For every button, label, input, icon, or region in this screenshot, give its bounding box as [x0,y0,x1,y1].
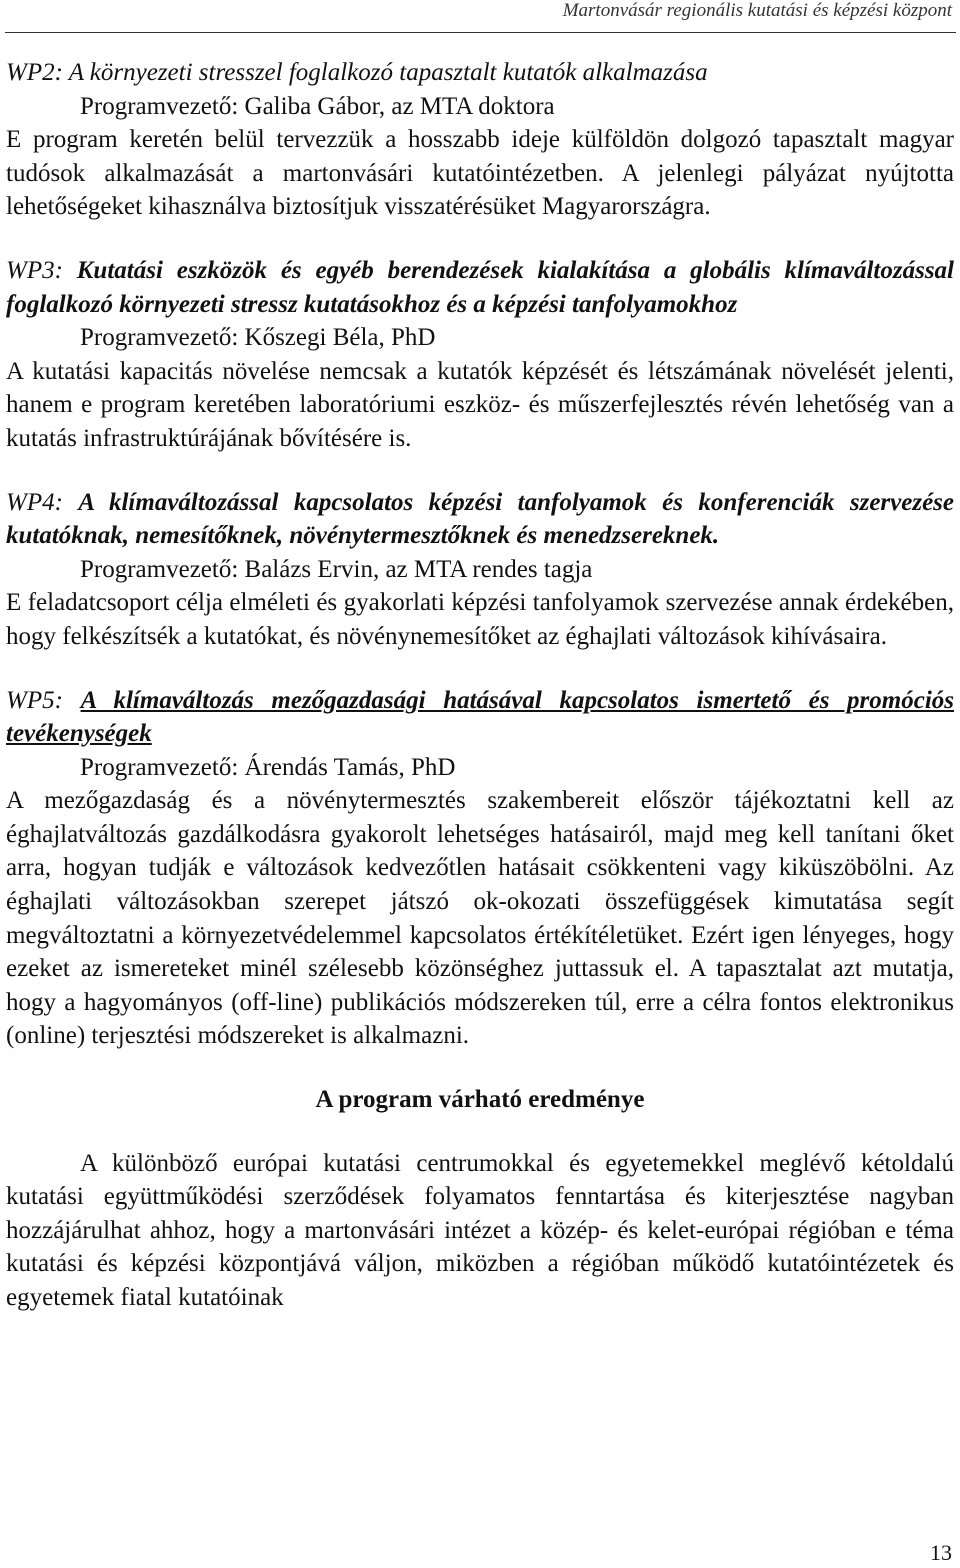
wp3-number: WP3: [6,256,63,284]
wp5-leader: Programvezető: Árendás Tamás, PhD [80,753,456,781]
section-wp3 [6,254,954,456]
wp4-title [6,486,954,553]
wp4-body: E feladatcsoport célja elméleti és gyakorlati képzési tanfolyamok szervezése annak érdekében, hogy felkészítsék a kutatókat, és növénynemesítőket az éghajlati változások kihívásaira. [6,589,954,650]
section-wp2 [6,56,954,224]
wp3-leader: Programvezető: Kőszegi Béla, PhD [80,324,436,352]
document-body [6,56,954,1315]
wp5-title-text: A klímaváltozás mezőgazdasági hatásával kapcsolatos ismertető és promóciós tevékenységek [6,686,955,748]
section-wp4 [6,486,954,654]
page-number: 13 [930,1540,952,1565]
section-wp5 [6,684,954,1054]
wp3-body: A kutatási kapacitás növelése nemcsak a kutatók képzését és létszámának növelését jelenti, hanem e program keretében laboratóriumi eszköz- és műszerfejlesztés révén lehetőség van a kutatás infrastruktúrájának bővítésére is. [6,357,954,452]
wp2-title [6,56,954,90]
running-header: Martonvásár regionális kutatási és képzési központ [562,0,952,21]
wp4-leader: Programvezető: Balázs Ervin, az MTA rendes tagja [80,555,593,583]
wp5-number: WP5: [6,686,63,714]
wp2-number: WP2: [6,59,63,86]
results-body: A különböző európai kutatási centrumokkal és egyetemekkel meglévő kétoldalú kutatási együttműködési szerződések folyamatos fenntartása és kiterjesztése nagyban hozzájárulhat ahhoz, hogy a martonvásári intézet a közép- és kelet-európai régióban e téma kutatási és képzési központjává váljon, miközben a régióban működő kutatóintézetek és egyetemek fiatal kutatóinak [6,1149,954,1311]
wp2-title-text: A környezeti stresszel foglalkozó tapasztalt kutatók alkalmazása [68,59,708,86]
wp3-title [6,254,954,321]
header-rule [5,32,956,33]
wp4-title-text: A klímaváltozással kapcsolatos képzési tanfolyamok és konferenciák szervezése kutatóknak, nemesítőknek, növénytermesztőknek és menedzsereknek. [6,488,954,550]
wp2-body: E program keretén belül tervezzük a hosszabb ideje külföldön dolgozó tapasztalt magyar tudósok alkalmazását a martonvásári kutatóintézetben. A jelenlegi pályázat nyújtotta lehetőségeket kihasználva biztosítjuk visszatérésüket Magyarországra. [6,126,954,221]
results-heading: A program várható eredménye [315,1086,645,1114]
section-results [6,1083,954,1315]
wp5-body: A mezőgazdaság és a növénytermesztés szakembereit először tájékoztatni kell az éghajlatváltozás gazdálkodásra gyakorolt lehetséges hatásairól, majd meg kell tanítani őket arra, hogyan tudják e változások kedvezőtlen hatásait csökkenteni vagy kiküszöbölni. Az éghajlati változásokban szerepet játszó ok-okozati összefüggések kimutatása segít megváltoztatni a környezetvédelemmel kapcsolatos értékítéletüket. Ezért igen lényeges, hogy ezeket az ismereteket minél szélesebb közönséghez juttassuk el. A tapasztalat azt mutatja, hogy a hagyományos (off-line) publikációs módszereken túl, erre a célra fontos elektronikus (online) terjesztési módszereket is alkalmazni. [6,787,954,1050]
wp5-title [6,684,954,751]
wp4-number: WP4: [6,488,63,516]
wp3-title-text: Kutatási eszközök és egyéb berendezések kialakítása a globális klímaváltozással foglalkozó környezeti stressz kutatásokhoz és a képzési tanfolyamokhoz [6,256,954,318]
wp2-leader: Programvezető: Galiba Gábor, az MTA doktora [80,92,555,120]
